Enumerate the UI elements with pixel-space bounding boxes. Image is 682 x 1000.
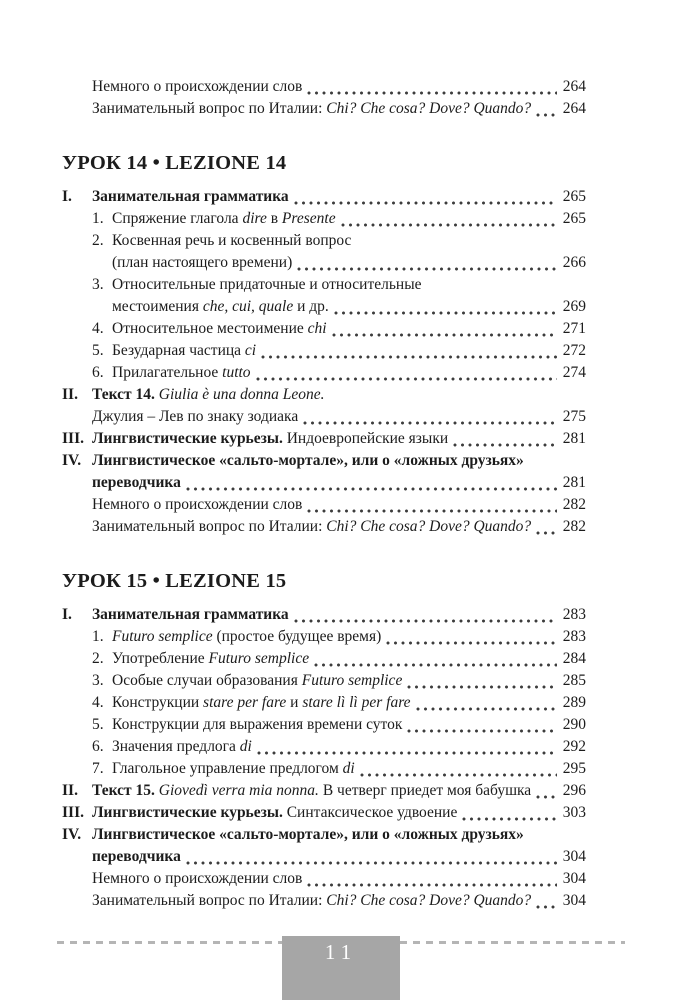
toc-item-text: Употребление Futuro semplice [112, 650, 310, 667]
toc-page-ref: 265 [562, 210, 586, 227]
dot-leader [341, 223, 557, 227]
page-number: 11 [324, 940, 358, 964]
toc-item-prefix: 3. [92, 276, 104, 293]
toc-item [92, 98, 586, 120]
toc-item-text: Занимательная грамматика [92, 606, 289, 623]
toc-item-prefix: 5. [92, 342, 104, 359]
dot-leader [307, 91, 557, 95]
toc-item-prefix: I. [62, 606, 72, 623]
toc-item-text: Немного о происхождении слов [92, 78, 303, 95]
toc-item-body [112, 714, 586, 736]
toc-page-ref: 281 [562, 430, 586, 447]
dot-leader [536, 531, 557, 535]
toc-page-ref: 304 [562, 870, 586, 887]
dot-leader [186, 487, 557, 491]
toc-item-text: Текст 14. Giulia è una donna Leone. [92, 386, 325, 403]
toc-item [62, 802, 586, 824]
toc-item-prefix: IV. [62, 452, 82, 469]
dot-leader [536, 113, 557, 117]
toc-item [92, 692, 586, 714]
dot-leader [307, 509, 557, 513]
toc-page-ref: 271 [562, 320, 586, 337]
toc-item-text: Косвенная речь и косвенный вопрос [112, 232, 352, 249]
lesson-heading: УРОК 15 • LEZIONE 15 [62, 570, 287, 592]
dot-leader [416, 707, 557, 711]
toc-item-text: Лингвистическое «сальто-мортале», или о «ложных друзьях» [92, 452, 524, 469]
toc-item [92, 76, 586, 98]
toc-item-text: Безударная частица ci [112, 342, 257, 359]
toc-page-ref: 281 [562, 474, 586, 491]
toc-item-prefix: 6. [92, 364, 104, 381]
toc-page-ref: 304 [562, 848, 586, 865]
toc-item-prefix: 4. [92, 694, 104, 711]
toc-item-body [92, 516, 586, 538]
toc-item-body [92, 428, 586, 450]
toc-item-body [112, 208, 586, 230]
toc-item-body [92, 824, 586, 868]
toc-item-prefix: 5. [92, 716, 104, 733]
toc-item [62, 780, 586, 802]
toc-item [92, 340, 586, 362]
toc-page-ref: 274 [562, 364, 586, 381]
toc-item-text: Спряжение глагола dire в Presente [112, 210, 336, 227]
toc-item-body [112, 692, 586, 714]
dot-leader [294, 619, 557, 623]
toc-item [62, 450, 586, 494]
toc-page-ref: 289 [562, 694, 586, 711]
toc-page-ref: 303 [562, 804, 586, 821]
toc-item-body [112, 362, 586, 384]
dot-leader [407, 729, 557, 733]
toc-item-text: Текст 15. Giovedì verra mia nonna. В четверг приедет моя бабушка [92, 782, 532, 799]
dot-leader [332, 333, 557, 337]
dot-leader [386, 641, 557, 645]
toc-item-body [112, 318, 586, 340]
toc-item-text: Лингвистические курьезы. Синтаксическое удвоение [92, 804, 458, 821]
toc-page-ref: 282 [562, 496, 586, 513]
dashed-rule-right [400, 941, 625, 944]
toc-item-text: Лингвистическое «сальто-мортале», или о «ложных друзьях» [92, 826, 524, 843]
toc-page-ref: 264 [562, 78, 586, 95]
toc-item-body [112, 670, 586, 692]
toc-item-prefix: III. [62, 430, 84, 447]
toc-item-body [112, 274, 586, 318]
toc-page-ref: 283 [562, 606, 586, 623]
toc-item [62, 824, 586, 868]
toc-item-prefix: 1. [92, 210, 104, 227]
page-number-box [282, 936, 400, 1000]
toc-item [92, 648, 586, 670]
toc-item-prefix: III. [62, 804, 84, 821]
toc-item-body [112, 736, 586, 758]
toc-item [92, 362, 586, 384]
toc-page-ref: 284 [562, 650, 586, 667]
toc-item-text: Занимательный вопрос по Италии: Chi? Che cosa? Dove? Quando? [92, 892, 532, 909]
dot-leader [334, 311, 557, 315]
toc-page-ref: 265 [562, 188, 586, 205]
toc-section [62, 150, 586, 538]
toc-item [92, 208, 586, 230]
toc-item-text: Прилагательное tutto [112, 364, 251, 381]
dot-leader [186, 861, 557, 865]
toc-item-prefix: IV. [62, 826, 82, 843]
toc-item [62, 428, 586, 450]
toc-item-text: Конструкции для выражения времени суток [112, 716, 403, 733]
toc-page-ref: 304 [562, 892, 586, 909]
toc-item-text: Немного о происхождении слов [92, 496, 303, 513]
toc-item [92, 516, 586, 538]
toc-item-prefix: 1. [92, 628, 104, 645]
toc-item-body [92, 604, 586, 626]
toc-item-text: местоимения che, cui, quale и др. [112, 298, 329, 315]
toc-item-prefix: II. [62, 782, 78, 799]
toc-item-text: переводчика [92, 848, 181, 865]
toc-item-text: Значения предлога di [112, 738, 252, 755]
toc-section [62, 568, 586, 912]
dot-leader [307, 883, 557, 887]
toc-item-text: Относительное местоимение chi [112, 320, 327, 337]
toc-item-body [112, 340, 586, 362]
toc-item [92, 868, 586, 890]
dot-leader [256, 377, 557, 381]
toc-item [62, 604, 586, 626]
toc-item-prefix: 2. [92, 232, 104, 249]
toc-item-body [92, 450, 586, 494]
toc-item-prefix: 3. [92, 672, 104, 689]
toc-item-body [92, 76, 586, 98]
toc-item-body [112, 230, 586, 274]
toc-item-prefix: II. [62, 386, 78, 403]
toc-section [62, 76, 586, 120]
toc-item-text: Немного о происхождении слов [92, 870, 303, 887]
toc-item [92, 626, 586, 648]
toc-item-text: переводчика [92, 474, 181, 491]
toc-item [92, 670, 586, 692]
toc-page-ref: 272 [562, 342, 586, 359]
toc-item-body [92, 868, 586, 890]
toc-item-body [92, 802, 586, 824]
toc-item [92, 714, 586, 736]
toc-item-prefix: 6. [92, 738, 104, 755]
toc-item [92, 736, 586, 758]
toc-page-ref: 266 [562, 254, 586, 271]
toc-item-text: Относительные придаточные и относительные [112, 276, 422, 293]
toc-item-body [92, 494, 586, 516]
dot-leader [303, 421, 557, 425]
dot-leader [294, 201, 557, 205]
toc-item [62, 186, 586, 208]
toc-page-ref: 275 [562, 408, 586, 425]
dot-leader [261, 355, 557, 359]
toc-item [92, 274, 586, 318]
toc-item-body [92, 384, 586, 428]
dot-leader [360, 773, 557, 777]
toc-item-text: Лингвистические курьезы. Индоевропейские языки [92, 430, 449, 447]
dot-leader [314, 663, 557, 667]
toc-page-ref: 264 [562, 100, 586, 117]
toc-page-ref: 282 [562, 518, 586, 535]
dot-leader [462, 817, 557, 821]
toc-item-prefix: I. [62, 188, 72, 205]
toc-page-ref: 292 [562, 738, 586, 755]
toc-page-ref: 285 [562, 672, 586, 689]
toc-item [92, 230, 586, 274]
toc-item-prefix: 2. [92, 650, 104, 667]
table-of-contents [62, 76, 586, 912]
toc-item-body [112, 626, 586, 648]
toc-page-ref: 295 [562, 760, 586, 777]
toc-page-ref: 283 [562, 628, 586, 645]
toc-item-body [92, 890, 586, 912]
toc-item-text: Конструкции stare per fare и stare lì lì per fare [112, 694, 411, 711]
toc-item [92, 318, 586, 340]
toc-item-body [92, 780, 586, 802]
page-footer [0, 935, 682, 1000]
toc-item [92, 758, 586, 780]
toc-item-text: Джулия – Лев по знаку зодиака [92, 408, 299, 425]
dot-leader [257, 751, 557, 755]
toc-item-body [92, 186, 586, 208]
toc-item [92, 890, 586, 912]
dashed-rule-left [57, 941, 282, 944]
toc-item-body [92, 98, 586, 120]
toc-item-text: Особые случаи образования Futuro semplice [112, 672, 403, 689]
toc-item-text: Глагольное управление предлогом di [112, 760, 355, 777]
toc-item-text: (план настоящего времени) [112, 254, 293, 271]
toc-page-ref: 269 [562, 298, 586, 315]
toc-item-text: Занимательная грамматика [92, 188, 289, 205]
toc-item-text: Futuro semplice (простое будущее время) [112, 628, 382, 645]
toc-item-text: Занимательный вопрос по Италии: Chi? Che cosa? Dove? Quando? [92, 100, 532, 117]
toc-item-prefix: 7. [92, 760, 104, 777]
dot-leader [407, 685, 557, 689]
toc-item-text: Занимательный вопрос по Италии: Chi? Che cosa? Dove? Quando? [92, 518, 532, 535]
toc-item [62, 384, 586, 428]
toc-item-body [112, 758, 586, 780]
lesson-heading: УРОК 14 • LEZIONE 14 [62, 152, 287, 174]
dot-leader [453, 443, 557, 447]
toc-item-body [112, 648, 586, 670]
dot-leader [297, 267, 557, 271]
dot-leader [536, 795, 557, 799]
toc-page-ref: 290 [562, 716, 586, 733]
toc-item-prefix: 4. [92, 320, 104, 337]
toc-page-ref: 296 [562, 782, 586, 799]
dot-leader [536, 905, 557, 909]
toc-item [92, 494, 586, 516]
